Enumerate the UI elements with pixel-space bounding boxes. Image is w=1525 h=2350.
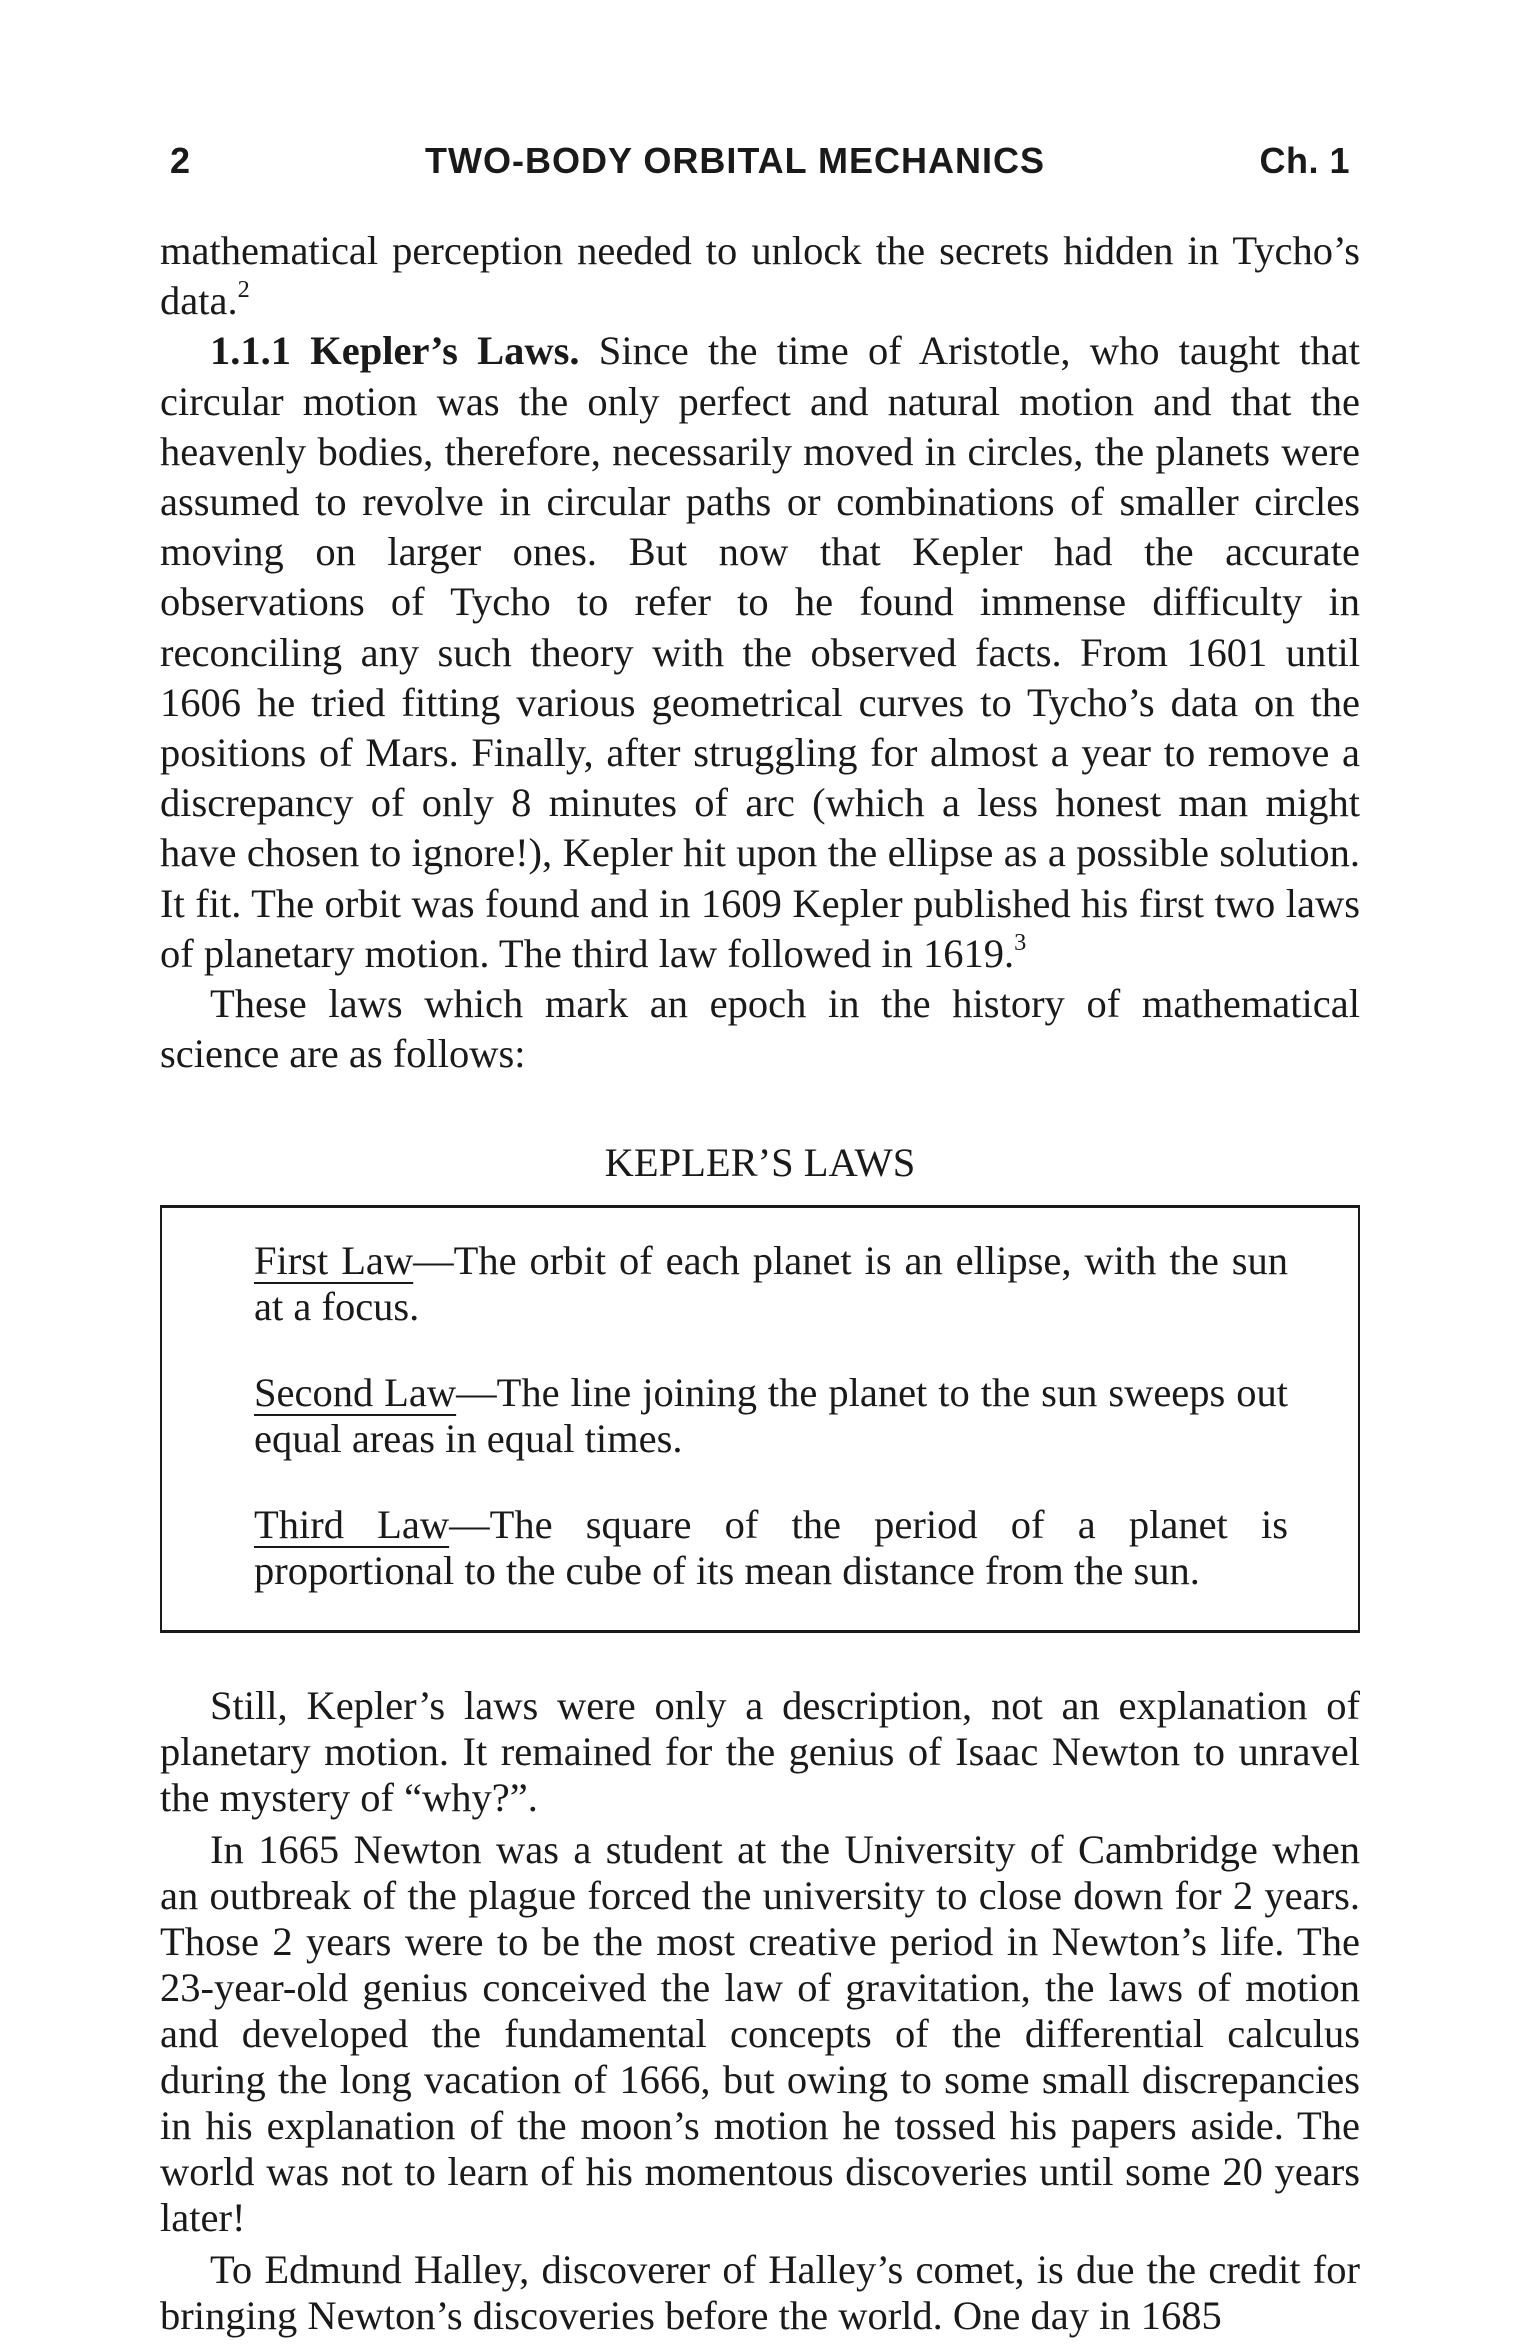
lead-in-paragraph: These laws which mark an epoch in the history of mathematical science are as follows:	[160, 981, 1360, 1077]
page-number: 2	[170, 140, 191, 181]
third-law-name: Third Law	[254, 1502, 450, 1548]
section-heading: 1.1.1 Kepler’s Laws.	[210, 328, 580, 374]
keplers-laws-box	[160, 1205, 1360, 1633]
main-text	[160, 226, 1360, 1079]
newton-intro-paragraph: Still, Kepler’s laws were only a description, not an explanation of planetary motion. It remained for the genius of Isaac Newton to unravel the mystery of “why?”.	[160, 1683, 1360, 1821]
first-law-text: —The orbit of each planet is an ellipse, with the sun at a focus.	[254, 1238, 1288, 1330]
chapter-label: Ch. 1	[1259, 140, 1350, 181]
second-law-text: —The line joining the planet to the sun sweeps out equal areas in equal times.	[254, 1370, 1288, 1462]
third-law	[254, 1502, 1288, 1594]
page-header	[160, 140, 1360, 190]
box-title: KEPLER’S LAWS	[604, 1140, 916, 1186]
running-title: TWO-BODY ORBITAL MECHANICS	[425, 140, 1045, 181]
first-law	[254, 1238, 1288, 1330]
keplers-laws-paragraph	[160, 326, 1360, 979]
footnote-ref-2: 2	[237, 276, 250, 304]
intro-text: mathematical perception needed to unlock the secrets hidden in Tycho’s data.	[160, 228, 1360, 324]
book-page	[160, 140, 1360, 2345]
first-law-name: First Law	[254, 1238, 414, 1284]
intro-paragraph	[160, 226, 1360, 326]
second-law	[254, 1370, 1288, 1462]
halley-paragraph: To Edmund Halley, discoverer of Halley’s comet, is due the credit for bringing Newton’s discoveries before the world. One day in 1685	[160, 2247, 1360, 2339]
footnote-ref-3: 3	[1014, 928, 1027, 956]
newton-cambridge-paragraph: In 1665 Newton was a student at the University of Cambridge when an outbreak of the plague forced the university to close down for 2 years. Those 2 years were to be the most creative period in Newton’s life. The 23-year-old genius conceived the law of gravitation, the laws of motion and developed the fundamental concepts of the differential calculus during the long vacation of 1666, but owing to some small discrepancies in his explanation of the moon’s motion he tossed his papers aside. The world was not to learn of his momentous discoveries until some 20 years later!	[160, 1827, 1360, 2241]
second-law-name: Second Law	[254, 1370, 457, 1416]
continuation-text	[160, 1683, 1360, 2339]
third-law-text: —The square of the period of a planet is proportional to the cube of its mean distance from the sun.	[254, 1502, 1288, 1594]
section-text: Since the time of Aristotle, who taught that circular motion was the only perfect and natural motion and that the heavenly bodies, therefore, necessarily moved in circles, the planets were assumed to revolve in circular paths or combinations of smaller circles moving on larger ones. But now that Kepler had the accurate observations of Tycho to refer to he found immense difficulty in reconciling any such theory with the observed facts. From 1601 until 1606 he tried fitting various geometrical curves to Tycho’s data on the positions of Mars. Finally, after struggling for almost a year to remove a discrepancy of only 8 minutes of arc (which a less honest man might have chosen to ignore!), Kepler hit upon the ellipse as a possible solution. It fit. The orbit was found and in 1609 Kepler published his first two laws of planetary motion. The third law followed in 1619.	[160, 328, 1360, 976]
